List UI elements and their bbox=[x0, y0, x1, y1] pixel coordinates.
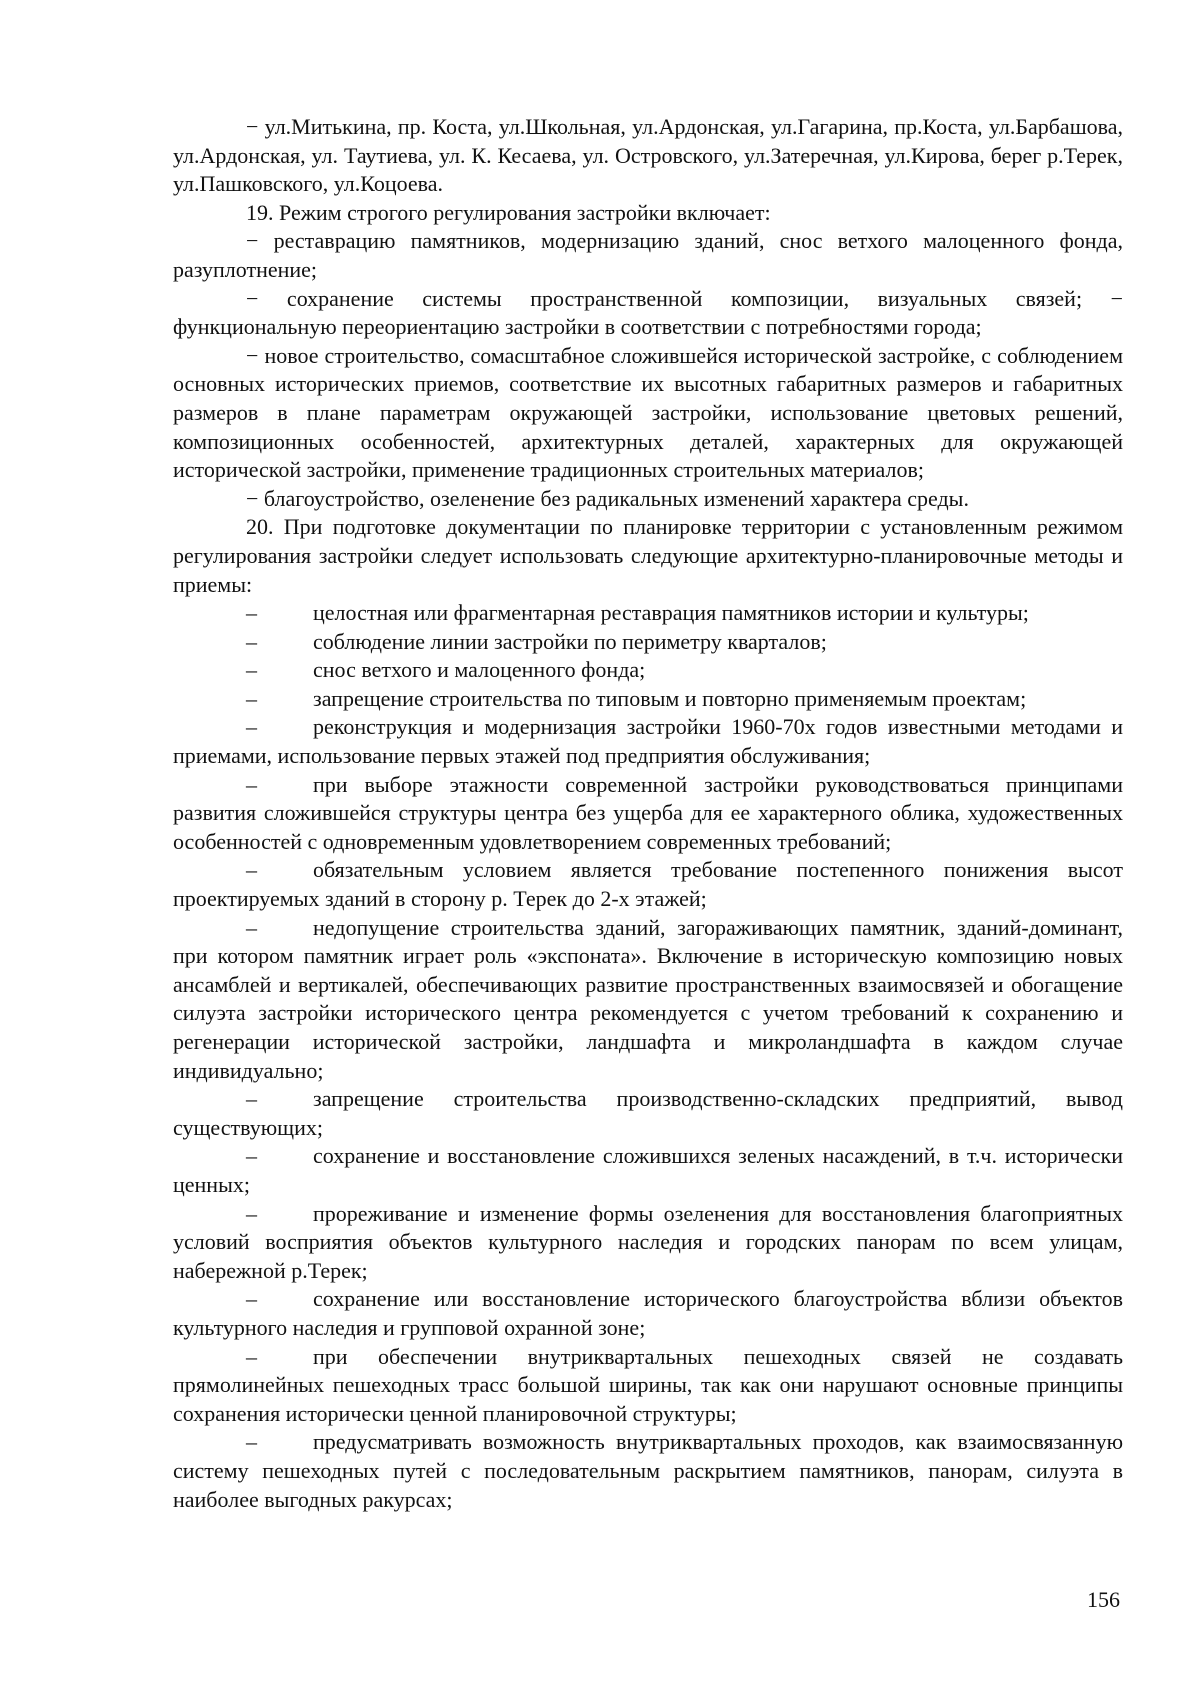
section-20-item: – обязательным условием является требование постепенного понижения высот проектируемых зданий в сторону р. Терек до 2-х этажей; bbox=[173, 857, 1123, 912]
section-20-item: – целостная или фрагментарная реставрация памятников истории и культуры; bbox=[173, 599, 1123, 628]
dash-marker: – bbox=[246, 1343, 257, 1369]
section-20-heading: 20. При подготовке документации по планировке территории с установленным режимом регулирования застройки следует использовать следующие архитектурно-планировочные методы и приемы: bbox=[173, 514, 1123, 597]
section-19-heading: 19. Режим строгого регулирования застройки включает: bbox=[246, 199, 771, 225]
dash-marker: – bbox=[246, 685, 257, 711]
section-20-item: – прореживание и изменение формы озеленения для восстановления благоприятных условий восприятия объектов культурного наследия и городских панорам по всем улицам, набережной р.Терек; bbox=[173, 1200, 1123, 1283]
dash-marker: – bbox=[246, 657, 257, 683]
dash-marker: – bbox=[246, 600, 257, 626]
dash-marker: – bbox=[246, 1143, 257, 1169]
section-20-item: – снос ветхого и малоценного фонда; bbox=[173, 656, 1123, 685]
section-20-item: – реконструкция и модернизация застройки 1960-70х годов известными методами и приемами, использование первых этажей под предприятия обслуживания; bbox=[173, 714, 1123, 769]
section-19-item: − реставрацию памятников, модернизацию зданий, снос ветхого малоценного фонда, разуплотнение; bbox=[173, 228, 1123, 282]
dash-marker: – bbox=[246, 771, 257, 797]
dash-marker: – bbox=[246, 628, 257, 654]
section-20-item: – запрещение строительства производственно-складских предприятий, вывод существующих; bbox=[173, 1086, 1123, 1140]
section-20-item: – запрещение строительства по типовым и повторно применяемым проектам; bbox=[173, 685, 1123, 714]
streets-paragraph: − ул.Митькина, пр. Коста, ул.Школьная, ул.Ардонская, ул.Гагарина, пр.Коста, ул.Барбашова, ул.Ардонская, ул. Таутиева, ул. К. Кесаева, ул. Островского, ул.Затеречная, ул.Кирова, берег р.Терек, ул.Пашковского, ул.Коцоева. bbox=[173, 114, 1123, 197]
dash-marker: – bbox=[246, 714, 257, 740]
dash-marker: – bbox=[246, 1286, 257, 1312]
section-20-item: – недопущение строительства зданий, загораживающих памятник, зданий-доминант, при котором памятник играет роль «экспоната». Включение в историческую композицию новых ансамблей и вертикалей, обеспечивающих развитие пространственных взаимосвязей и обогащение силуэта застройки исторического центра рекомендуется с учетом требований к сохранению и регенерации исторической застройки, ландшафта и микроландшафта в каждом случае индивидуально; bbox=[173, 914, 1123, 1083]
section-19-item: − благоустройство, озеленение без радикальных изменений характера среды. bbox=[246, 485, 969, 511]
section-20-item: – при выборе этажности современной застройки руководствоваться принципами развития сложившейся структуры центра без ущерба для ее характерного облика, художественных особенностей с одновременным удовлетворением современных требований; bbox=[173, 771, 1123, 854]
section-19-item: − новое строительство, сомасштабное сложившейся исторической застройке, с соблюдением основных исторических приемов, соответствие их высотных габаритных размеров и габаритных размеров в плане параметрам окружающей застройки, использование цветовых решений, композиционных особенностей, архитектурных деталей, характерных для окружающей исторической застройки, применение традиционных строительных материалов; bbox=[173, 342, 1123, 483]
dash-marker: – bbox=[246, 857, 257, 883]
document-body bbox=[173, 113, 1123, 1514]
section-19-item: − сохранение системы пространственной композиции, визуальных связей; − функциональную переориентацию застройки в соответствии с потребностями города; bbox=[173, 285, 1123, 340]
dash-marker: – bbox=[246, 1086, 257, 1112]
dash-marker: – bbox=[246, 914, 257, 940]
section-20-item: – при обеспечении внутриквартальных пешеходных связей не создавать прямолинейных пешеходных трасс большой ширины, так как они нарушают основные принципы сохранения исторически ценной планировочной структуры; bbox=[173, 1343, 1123, 1426]
section-20-item: – сохранение и восстановление сложившихся зеленых насаждений, в т.ч. исторически ценных; bbox=[173, 1143, 1123, 1197]
dash-marker: – bbox=[246, 1429, 257, 1455]
dash-marker: – bbox=[246, 1200, 257, 1226]
section-20-item: – соблюдение линии застройки по периметру кварталов; bbox=[173, 628, 1123, 657]
section-20-item: – предусматривать возможность внутриквартальных проходов, как взаимосвязанную систему пешеходных путей с последовательным раскрытием памятников, панорам, силуэта в наиболее выгодных ракурсах; bbox=[173, 1429, 1123, 1512]
section-20-list bbox=[173, 599, 1123, 1514]
section-20-item: – сохранение или восстановление исторического благоустройства вблизи объектов культурного наследия и групповой охранной зоне; bbox=[173, 1286, 1123, 1340]
page-number: 156 bbox=[1087, 1587, 1120, 1612]
